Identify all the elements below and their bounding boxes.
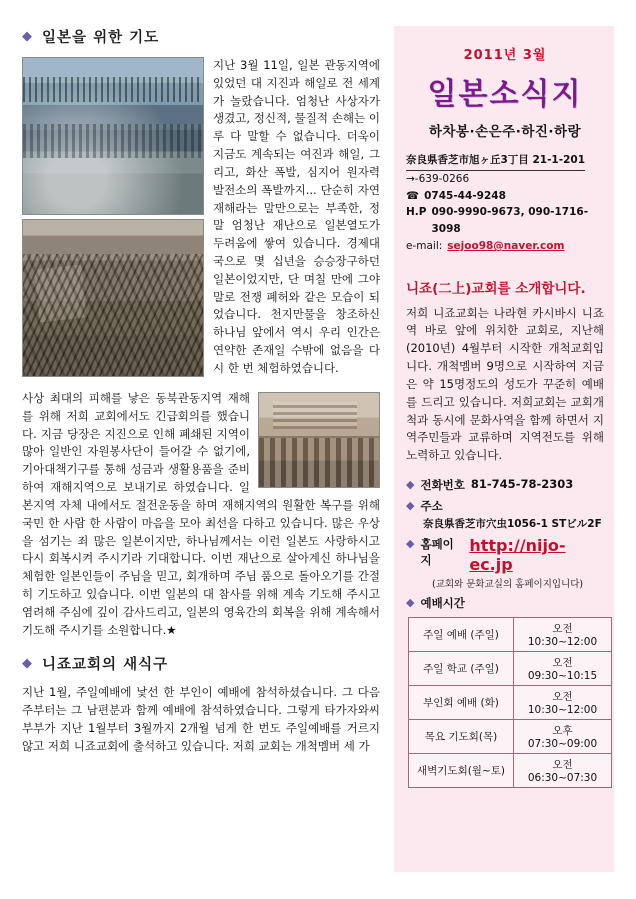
family-names: 하차봉·손은주·하진·하랑 <box>428 124 582 140</box>
info-row-address <box>406 498 604 514</box>
info-row-homepage <box>406 536 604 574</box>
church-info-list <box>406 477 604 788</box>
rubble-photo <box>22 219 204 377</box>
table-row <box>409 753 612 787</box>
service-name: 주일 예배 (주일) <box>409 617 514 651</box>
church-meeting-photo <box>258 392 380 488</box>
mobile-row <box>406 204 604 238</box>
diamond-bullet-icon-5: ◆ <box>406 536 415 550</box>
section1-title: 일본을 위한 기도 <box>42 30 160 46</box>
table-row <box>409 685 612 719</box>
photo-group <box>22 57 204 381</box>
phone-number: 0745-44-9248 <box>424 189 506 202</box>
service-time: 오전10:30~12:00 <box>514 617 612 651</box>
telephone-icon: ☎ <box>406 189 420 202</box>
divider <box>406 265 604 266</box>
diamond-bullet-icon-2: ◆ <box>22 656 32 672</box>
newsletter-title: 일본소식지 <box>427 77 583 112</box>
info-value-phone: 81-745-78-2303 <box>470 476 574 491</box>
table-row <box>409 651 612 685</box>
section-header-prayer <box>22 26 380 47</box>
church-intro-title: 니죠(二上)교회를 소개합니다. <box>406 280 586 297</box>
info-value-homepage[interactable]: http://nijo-ec.jp <box>469 535 566 574</box>
service-time: 오전 06:30~07:30 <box>514 753 612 787</box>
right-sidebar <box>394 26 614 872</box>
email-label: e-mail: <box>406 239 443 252</box>
article-prayer <box>22 57 380 381</box>
email-address[interactable]: sejoo98@naver.com <box>447 239 565 252</box>
section-header-newmember <box>22 653 380 674</box>
left-column <box>22 26 380 876</box>
article2-body: 지난 1월, 주일예배에 낯선 한 부인이 예배에 참석하셨습니다. 그 다음 주부터는 그 남편분과 함께 예배에 참석하였습니다. 그렇게 타가자와씨 부부가 지난 1월부터 3월까지 2개월 넘게 한 번도 주일예배를 거르지 않고 저희 니죠교회에 출석하고 있습니다. 저희 교회는 개척멤버 세 가 <box>22 685 380 753</box>
service-name: 목요 기도회(목) <box>409 719 514 753</box>
mobile-label: H.P <box>406 206 427 219</box>
info-label-address: 주소 <box>420 498 443 513</box>
tsunami-photo <box>22 57 204 215</box>
service-time: 오후 07:30~09:00 <box>514 719 612 753</box>
diamond-bullet-icon: ◆ <box>22 29 32 44</box>
email-row <box>406 238 604 255</box>
diamond-bullet-icon-6: ◆ <box>406 595 415 609</box>
postal-code: →-639-0266 <box>406 172 470 185</box>
contact-block <box>406 152 604 255</box>
masthead <box>406 44 604 140</box>
service-name: 부인회 예배 (화) <box>409 685 514 719</box>
mobile-numbers: 090-9990-9673, 090-1716-3098 <box>431 206 589 236</box>
service-name: 새벽기도회(월~토) <box>409 753 514 787</box>
info-row-phone <box>406 477 604 493</box>
church-intro-body: 저희 니죠교회는 나라현 카시바시 니죠역 바로 앞에 위치한 교회로, 지난해(2010년) 4월부터 시작한 개척교회입니다. 개척멤버 9명으로 시작하여 지금은 약 15명정도의 성도가 꾸준히 예배를 드리고 있습니다. 저희교회는 교회개척과 동시에 문화사역을 함께 하면서 지역주민들과 교류하며 지역전도를 위해 노력하고 있습니다. <box>406 305 604 463</box>
info-value-address: 奈良県香芝市穴虫1056-1 STビル2F <box>423 517 602 530</box>
info-note-homepage: (교회와 문화교실의 홈페이지입니다) <box>432 578 584 590</box>
info-label-homepage: 홈페이지 <box>420 536 454 567</box>
table-row <box>409 617 612 651</box>
phone-row <box>406 188 604 205</box>
issue-date: 2011년 3월 <box>463 48 547 63</box>
service-time: 오전 10:30~12:00 <box>514 685 612 719</box>
info-label-phone: 전화번호 <box>420 477 465 492</box>
diamond-bullet-icon-3: ◆ <box>406 477 415 491</box>
article1-paragraph2 <box>22 390 380 639</box>
diamond-bullet-icon-4: ◆ <box>406 498 415 512</box>
article1-paragraph2-text: 사상 최대의 피해를 낳은 동북관동지역 재해를 위해 저희 교회에서도 긴급회의를 했습니다. 지금 당장은 지진으로 인해 폐쇄된 지역이 많아 일반인 자원봉사단이 들어갈 수 없기에, 기아대책기구를 통해 성금과 생활용품을 준비하여 재해지역으로 보내기로 하였습니다. 일본지역 자체 내에서도 절전운동을 하며 재해지역의 원활한 복구를 위해 국민 한 사람 한 사람이 마음을 모아 최선을 다하고 있습니다. 많은 우상을 섬기는 죄 많은 일본이지만, 하나님께서는 이런 일본도 사랑하시고 다시 회복시켜 주시기라 기대합니다. 이번 재난으로 살아계신 하나님을 체험한 일본인들이 주님을 믿고, 회개하며 주님 품으로 돌아오기를 간절히 기도하고 있습니다. 이번 일본의 대 참사를 위해 계속 기도해 주시고 염려해 주심에 깊이 감사드리고, 일본의 영육간의 회복을 위해 계속해서 기도해 주시기를 소원합니다.★ <box>22 391 380 637</box>
address-japanese: 奈良県香芝市旭ヶ丘3丁目 21-1-201 <box>406 152 585 171</box>
service-schedule-table <box>408 617 612 788</box>
service-time: 오전 09:30~10:15 <box>514 651 612 685</box>
service-name: 주일 학교 (주일) <box>409 651 514 685</box>
article1-body: 지난 3월 11일, 일본 관동지역에 있었던 대 지진과 해일로 전 세계가 놀랐습니다. 엄청난 사상자가 생겼고, 정신적, 물질적 손해는 이루 다 말할 수 없습니다. 더욱이 지금도 계속되는 여진과 해일, 그리고, 화산 폭발, 심지어 원자력 발전소의 폭발까지... 단순히 자연재해라는 말만으로는 부족한, 정말 엄청난 재난으로 일본열도가 두려움에 쌓여 있습니다. 경제대국으로 몇 십년을 승승장구하던 일본이었지만, 단 며칠 만에 그야말로 전쟁 폐허와 같은 모습이 되었습니다. 천지만물을 창조하신 하나님 앞에서 역시 우리 인간은 연약한 존재일 수밖에 없음을 다시 한 번 체험하였습니다. <box>213 58 380 375</box>
section2-title: 니죠교회의 새식구 <box>42 657 169 674</box>
info-label-servicetime: 예배시간 <box>420 595 465 610</box>
info-row-servicetime <box>406 595 604 611</box>
table-row <box>409 719 612 753</box>
